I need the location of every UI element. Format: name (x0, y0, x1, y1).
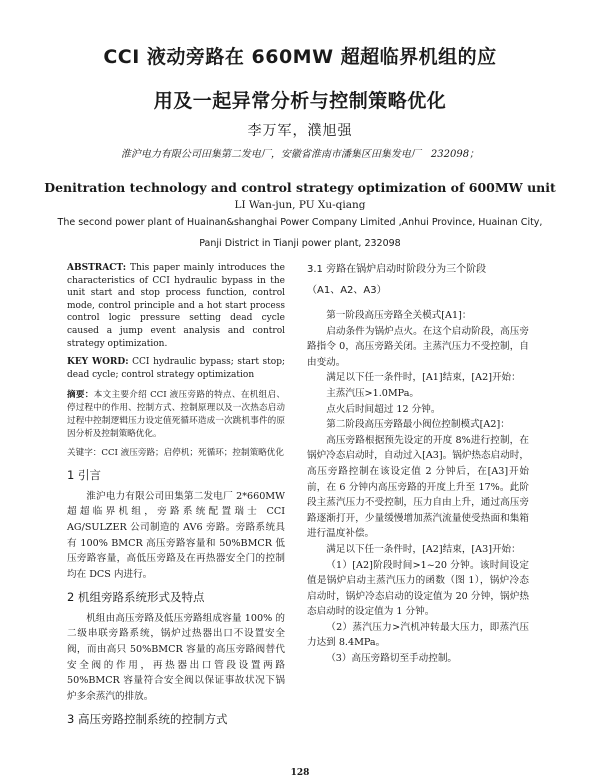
section-2-text: 机组由高压旁路及低压旁路组成容量 100% 的二级串联旁路系统，锅炉过热器出口不设置安全阀，而由高只 50%BMCR 容量的高压旁路阀替代安全阀的作用，再热器出口管段设置两路 50%BMCR 容量符合安全阀以保证事故状况下锅炉多余蒸汽的排放。 (67, 612, 285, 702)
english-title: Denitration technology and control strategy optimization of 600MW unit (44, 180, 556, 195)
zh-keyword-text: CCI 液压旁路；启停机；死循环；控制策略优化 (101, 448, 284, 459)
section-3-heading: 3 高压旁路控制系统的控制方式 (67, 712, 228, 727)
paragraph: 高压旁路根据预先设定的开度 8%进行控制，在锅炉冷态启动时，自动过入[A3]。锅炉热态启动时，高压旁路控制在该设定值 2 分钟后，在[A3]开始前，在 6 分钟内高压旁路的开度上升至 17%。此阶段主蒸汽压力不受控制，压力自由上升，通过高压旁路逐渐打开，少量缓慢增加蒸汽流量使受热面和集箱进行温度补偿。 (307, 434, 529, 540)
paragraph: （3）高压旁路切至手动控制。 (326, 653, 458, 665)
section-3-1-heading: 3.1 旁路在锅炉启动时阶段分为三个阶段 (307, 264, 487, 275)
paragraph: 第二阶段高压旁路最小阀位控制模式[A2]： (326, 419, 510, 431)
zh-keyword-label: 关键字： (67, 448, 102, 459)
english-authors: LI Wan-jun, PU Xu-qiang (234, 199, 366, 211)
page-number: 128 (290, 768, 310, 778)
paper-title-line-1: CCI 液动旁路在 660MW 超超临界机组的应 (103, 46, 497, 68)
section-1-heading: 1 引言 (67, 468, 101, 483)
abstract-text: This paper mainly introduces the characteristics of CCI hydraulic bypass in the unit start and stop process function, control mode, control principle and a hot start process control logic pressure setting dead cycle caused a jump event analysis and control strategy optimization. (67, 263, 285, 349)
authors: 李万军，濮旭强 (247, 123, 353, 139)
chinese-abstract (67, 389, 285, 441)
paragraph: 满足以下任一条件时，[A2]结束，[A3]开始： (326, 543, 521, 555)
english-abstract (67, 262, 285, 350)
english-keywords (67, 356, 285, 381)
paper-title-line-2: 用及一起异常分析与控制策略优化 (153, 90, 447, 112)
paragraph: 启动条件为锅炉点火。在这个启动阶段，高压旁路指令 0，高压旁路关闭。主蒸汽压力不受控制，自由变动。 (307, 325, 529, 368)
zh-abstract-label: 摘要： (67, 390, 94, 401)
affiliation: 淮沪电力有限公司田集第二发电厂，安徽省淮南市潘集区田集发电厂 232098； (120, 149, 480, 160)
paragraph: （2）蒸汽压力>汽机冲转最大压力，即蒸汽压力达到 8.4MPa。 (307, 621, 529, 649)
paragraph: 主蒸汽压>1.0MPa。 (326, 387, 420, 399)
left-column (67, 262, 285, 733)
section-3-1-subheading: （A1、A2、A3） (307, 285, 387, 296)
abstract-label: ABSTRACT: (67, 263, 127, 273)
section-2-heading: 2 机组旁路系统形式及特点 (67, 590, 205, 605)
english-affiliation-line-2: Panji District in Tianji power plant, 232098 (199, 238, 401, 249)
section-1-text: 淮沪电力有限公司田集第二发电厂 2*660MW 超超临界机组，旁路系统配置瑞士 CCI AG/SULZER 公司制造的 AV6 旁路。旁路系统具有 100% BMCR 高压旁路容量和 50%BMCR 低压旁路容量，高低压旁路及在再热器安全门的控制均在 DCS 内进行。 (67, 490, 285, 580)
paragraph: 第一阶段高压旁路全关模式[A1]： (326, 310, 472, 321)
chinese-keywords (67, 447, 285, 460)
zh-abstract-text: 本文主要介绍 CCI 液压旁路的特点、在机组启、停过程中的作用、控制方式、控制原理以及一次热态启动过程中控制逻辑压力设定值死循环造成一次跳机事件的原因分析及控制策略优化。 (67, 390, 285, 440)
right-column (307, 262, 529, 667)
paragraph: 点火后时间超过 12 分钟。 (326, 403, 441, 415)
paragraph: 满足以下任一条件时，[A1]结束，[A2]开始： (326, 372, 521, 384)
paragraph: （1）[A2]阶段时间>1~20 分钟。该时间设定值是锅炉启动主蒸汽压力的函数（图 1），锅炉冷态启动时，锅炉冷态启动的设定值为 20 分钟，锅炉热态启动时的设定值为 1 分钟。 (307, 559, 529, 618)
english-affiliation-line-1: The second power plant of Huainan&shanghai Power Company Limited ,Anhui Province, Huainan City, (57, 217, 543, 228)
keyword-text: CCI hydraulic bypass; start stop; dead cycle; control strategy optimization (67, 357, 286, 380)
keyword-label: KEY WORD: (67, 357, 129, 368)
